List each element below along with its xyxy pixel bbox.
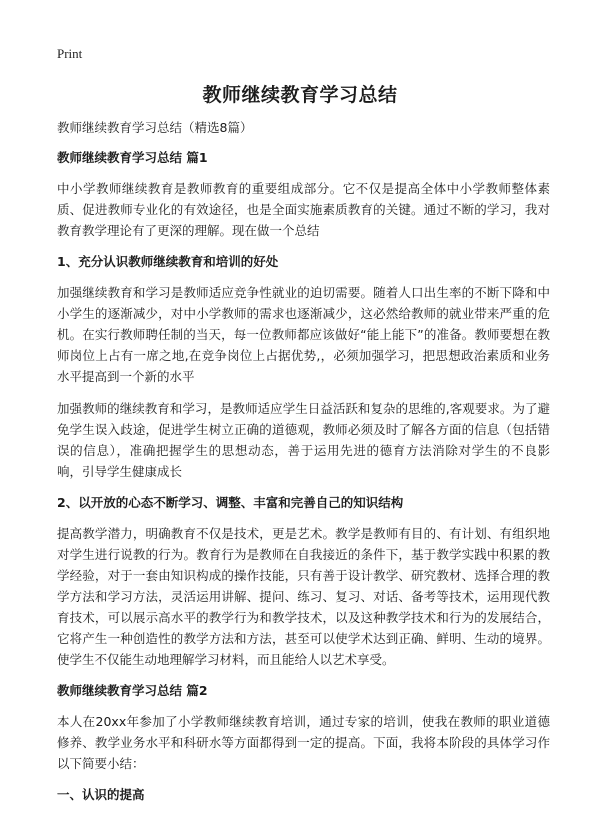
section-heading-point-1: 1、充分认识教师继续教育和培训的好处 — [57, 254, 279, 269]
paragraph: 本人在20xx年参加了小学教师继续教育培训，通过专家的培训，使我在教师的职业道德修养、教学业务水平和科研水等方面都得到一定的提高。下面，我将本阶段的具体学习作以下简要小结： — [57, 714, 550, 771]
document-body — [57, 118, 550, 815]
paragraph: 中小学教师继续教育是教师教育的重要组成部分。它不仅是提高全体中小学教师整体素质、促进教师专业化的有效途径，也是全面实施素质教育的关键。通过不断的学习，我对教育教学理论有了更深的理解。现在做一个总结 — [57, 181, 550, 238]
document-title: 教师继续教育学习总结 — [202, 84, 398, 106]
paragraph: 加强教师的继续教育和学习，是教师适应学生日益活跃和复杂的思维的,客观要求。为了避免学生误入歧途，促进学生树立正确的道德观，教师必须及时了解各方面的信息（包括错误的信息），准确把握学生的思想动态，善于运用先进的德育方法消除对学生的不良影响，引导学生健康成长 — [57, 401, 550, 479]
document-subtitle: 教师继续教育学习总结（精选8篇） — [57, 120, 253, 135]
paragraph: 加强继续教育和学习是教师适应竞争性就业的迫切需要。随着人口出生率的不断下降和中小学生的逐渐减少，对中小学教师的需求也逐渐减少，这必然给教师的就业带来严重的危机。在实行教师聘任制的当天，每一位教师都应该做好“能上能下”的准备。教师要想在教师岗位上占有一席之地,在竞争岗位上占据优势,，必须加强学习，把思想政治素质和业务水平提高到一个新的水平 — [57, 285, 550, 384]
section-heading-article-1: 教师继续教育学习总结 篇1 — [57, 150, 208, 165]
section-heading-part-1: 一、认识的提高 — [57, 787, 145, 802]
print-label[interactable]: Print — [57, 46, 83, 61]
paragraph: 提高教学潜力，明确教育不仅是技术，更是艺术。教学是教师有目的、有计划、有组织地对学生进行说教的行为。教育行为是教师在自我接近的条件下，基于教学实践中积累的教学经验，对于一套由知识构成的操作技能，只有善于设计教学、研究教材、选择合理的教学方法和学习方法，灵活运用讲解、提问、练习、复习、对话、备考等技术，运用现代教育技术，可以展示高水平的教学行为和教学技术，以及这种教学技术和行为的发展结合，它将产生一种创造性的教学方法和方法，甚至可以使学术达到正确、鲜明、生动的境界。使学生不仅能生动地理解学习材料，而且能给人以艺术享受。 — [57, 526, 550, 667]
section-heading-article-2: 教师继续教育学习总结 篇2 — [57, 683, 208, 698]
section-heading-point-2: 2、以开放的心态不断学习、调整、丰富和完善自己的知识结构 — [57, 495, 404, 510]
